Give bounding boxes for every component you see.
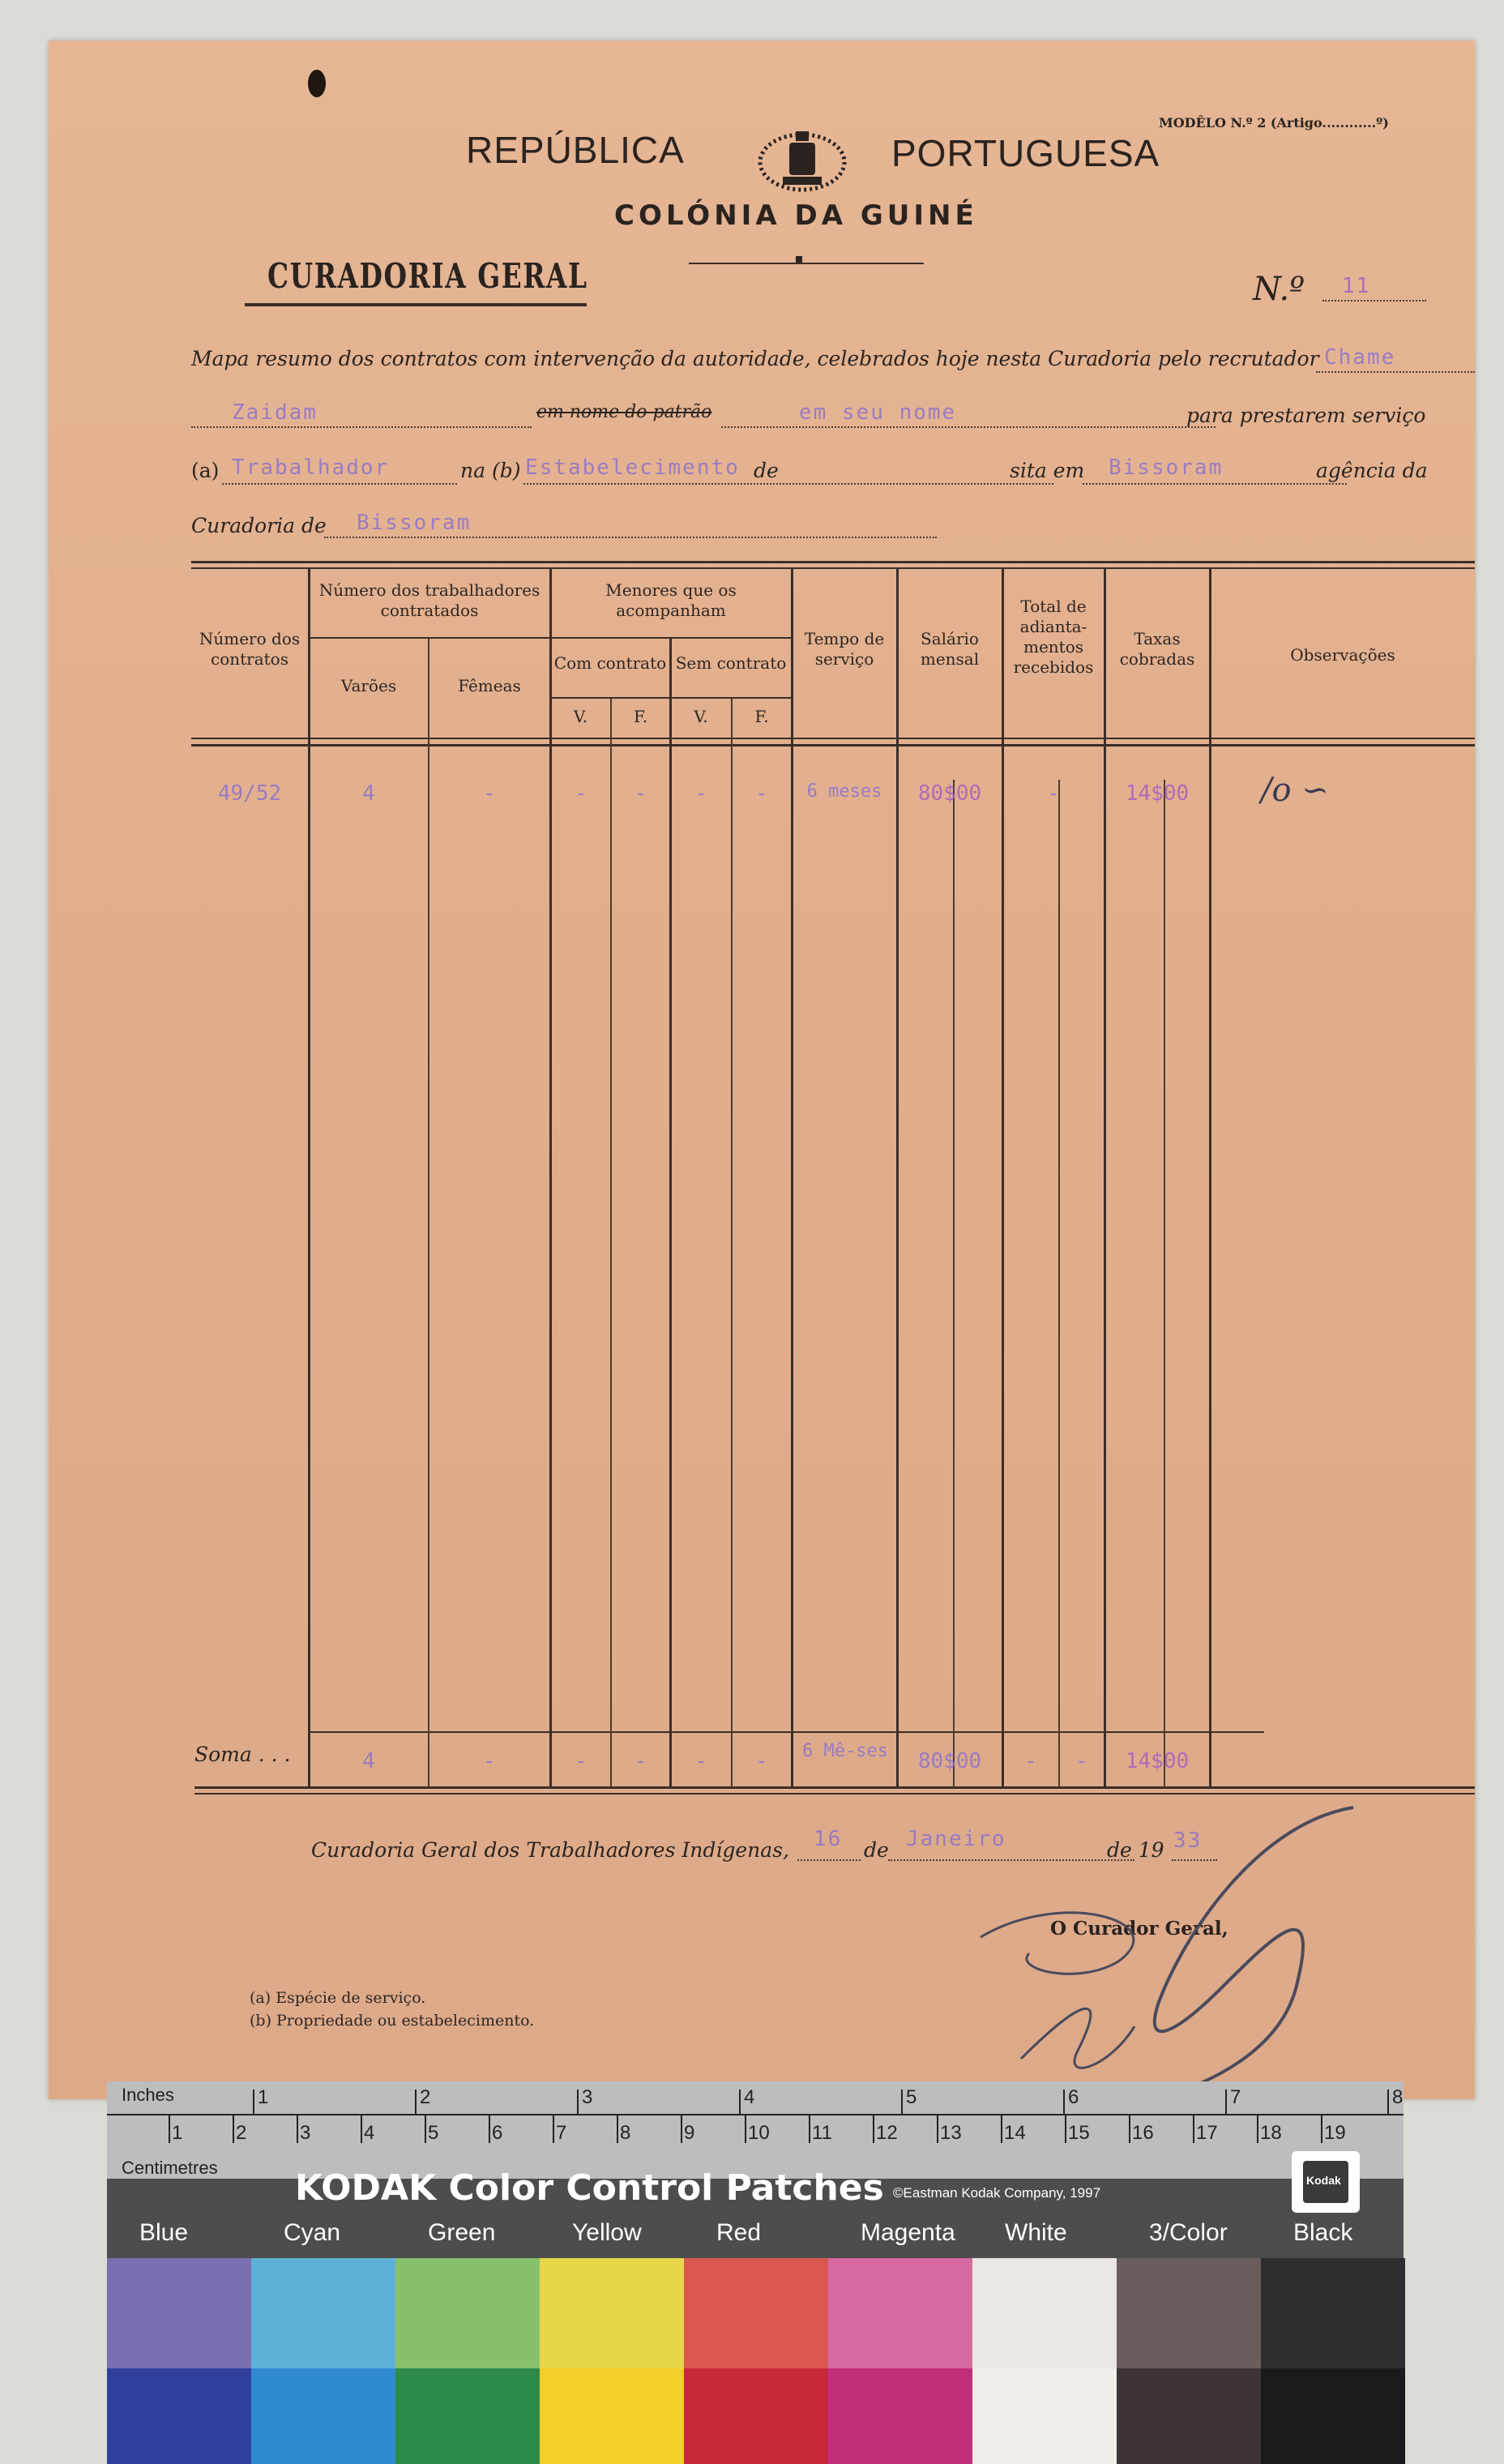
vline-8	[896, 569, 899, 1788]
patch-label-blue: Blue	[139, 2219, 189, 2246]
patch-label-green: Green	[428, 2219, 496, 2246]
soma-sem-f: -	[755, 1749, 768, 1773]
recrutador-dots	[1316, 371, 1475, 373]
th-tempo: Tempo de serviço	[804, 629, 885, 669]
cm-number: 6	[492, 2122, 503, 2144]
header-bottom-rule-2	[191, 744, 1475, 746]
sita-em-label: sita em	[1010, 459, 1085, 482]
curadoria-local: Bissoram	[357, 511, 472, 535]
punch-hole	[308, 70, 326, 97]
divider-dot	[796, 256, 802, 263]
th-femeas: Fêmeas	[458, 676, 521, 695]
inch-number: 8	[1392, 2086, 1404, 2108]
inch-tick	[1225, 2090, 1227, 2114]
cm-number: 5	[428, 2122, 439, 2144]
soma-salario: 80$00	[917, 1749, 982, 1773]
inch-tick	[1063, 2090, 1065, 2114]
agencia-label: agência da	[1316, 459, 1428, 482]
a-label: (a)	[191, 459, 220, 482]
numero-label: N.º	[1253, 271, 1305, 308]
cm-number: 12	[876, 2122, 898, 2144]
cell-sem-v: -	[694, 781, 707, 806]
note-b: (b) Propriedade ou estabelecimento.	[250, 2012, 535, 2030]
vline-5	[669, 639, 672, 1788]
recrutador-1: Chame	[1324, 345, 1396, 370]
em-nome-do-patrao: em nome do patrão	[536, 402, 712, 422]
footer-day: 16	[814, 1827, 843, 1851]
table-bottom-rule	[194, 1786, 1475, 1789]
color-patch-bottom	[684, 2368, 828, 2464]
estabelecimento-value: Estabelecimento	[525, 456, 740, 480]
recrutador-2: Zaidam	[232, 400, 318, 425]
cm-number: 10	[748, 2122, 770, 2144]
footer-year: 33	[1173, 1829, 1203, 1853]
cm-tick	[1257, 2115, 1258, 2143]
patch-label-magenta: Magenta	[861, 2219, 955, 2246]
cell-com-f: -	[634, 781, 647, 806]
inch-tick	[577, 2090, 579, 2114]
th-sem-contrato: Sem contrato	[675, 653, 787, 673]
color-patch-bottom	[251, 2368, 395, 2464]
color-patch-bottom	[972, 2368, 1117, 2464]
cell-femeas: -	[483, 781, 496, 806]
line2-dots-a	[191, 426, 532, 428]
header-republica: REPÚBLICA	[466, 129, 685, 171]
vline-9	[953, 780, 955, 1786]
colonia-title: COLÓNIA DA GUINÉ	[614, 199, 978, 232]
inch-number: 1	[258, 2086, 269, 2108]
cm-tick	[169, 2115, 170, 2143]
curadoria-de-dots	[324, 537, 937, 538]
cm-tick	[553, 2115, 554, 2143]
vline-1	[308, 569, 310, 1788]
ruler-divider	[107, 2114, 1404, 2115]
cm-number: 18	[1260, 2122, 1282, 2144]
vline-11	[1058, 780, 1060, 1786]
inch-tick	[1387, 2090, 1389, 2114]
soma-varoes: 4	[362, 1749, 375, 1773]
th-trabalhadores: Número dos trabalhadores contratados	[318, 580, 540, 620]
inch-number: 2	[420, 2086, 431, 2108]
th-com-f: F.	[633, 707, 648, 726]
numero-value: 11	[1342, 274, 1371, 298]
cm-tick	[1193, 2115, 1194, 2143]
soma-total-b: -	[1075, 1749, 1088, 1773]
cm-number: 1	[172, 2122, 183, 2144]
cell-tempo: 6 meses	[806, 781, 882, 802]
th-sem-f: F.	[754, 707, 769, 726]
servico-value: Trabalhador	[232, 456, 390, 480]
para-prestarem: para prestarem serviço	[1186, 404, 1426, 427]
cm-number: 7	[556, 2122, 567, 2144]
color-patch-bottom	[395, 2368, 540, 2464]
curador-geral-label: O Curador Geral,	[1050, 1918, 1228, 1940]
color-patch-top	[251, 2258, 395, 2368]
vline-4	[610, 699, 612, 1786]
estab-dots	[523, 483, 1053, 485]
curadoria-line: Curadoria Geral dos Trabalhadores Indígenas,	[311, 1838, 789, 1862]
cm-tick	[873, 2115, 874, 2143]
coat-of-arms-icon	[754, 123, 851, 196]
centimetres-label: Centimetres	[122, 2158, 218, 2178]
vline-13	[1164, 780, 1165, 1786]
patch-label-cyan: Cyan	[284, 2219, 341, 2246]
inch-number: 3	[582, 2086, 593, 2108]
numero-dots	[1322, 300, 1426, 302]
inch-number: 6	[1068, 2086, 1079, 2108]
th-numero: Número dos contratos	[199, 629, 301, 669]
color-patch-bottom	[107, 2368, 251, 2464]
footer-de-2: de 19	[1107, 1838, 1164, 1862]
cm-tick	[361, 2115, 362, 2143]
cm-number: 15	[1068, 2122, 1090, 2144]
inch-number: 7	[1230, 2086, 1241, 2108]
patch-label-white: White	[1005, 2219, 1067, 2246]
th-observacoes: Observações	[1290, 645, 1395, 665]
cm-tick	[1321, 2115, 1322, 2143]
cm-number: 2	[236, 2122, 247, 2144]
soma-top-rule	[308, 1731, 1264, 1733]
kodak-logo-text: Kodak	[1306, 2174, 1341, 2187]
patch-label-3color: 3/Color	[1149, 2219, 1228, 2246]
cm-number: 19	[1324, 2122, 1346, 2144]
patch-label-black: Black	[1293, 2219, 1353, 2246]
color-patch-top	[107, 2258, 251, 2368]
soma-femeas: -	[483, 1749, 496, 1773]
cell-numero: 49/52	[217, 781, 282, 806]
modelo-label: MODÊLO N.º 2 (Artigo............º)	[1159, 115, 1389, 130]
cm-number: 3	[300, 2122, 311, 2144]
th-varoes: Varões	[340, 676, 397, 695]
th-total: Total de adianta-mentos recebidos	[1013, 597, 1094, 677]
footer-de-1: de	[864, 1838, 889, 1862]
color-patch-top	[684, 2258, 828, 2368]
na-b-label: na (b)	[460, 459, 521, 482]
color-patch-top	[972, 2258, 1117, 2368]
vline-7	[791, 569, 793, 1788]
vline-12	[1104, 569, 1106, 1788]
local-dots	[1083, 483, 1347, 485]
cell-sem-f: -	[755, 781, 768, 806]
soma-com-v: -	[574, 1749, 588, 1773]
cm-number: 9	[684, 2122, 695, 2144]
patch-label-yellow: Yellow	[572, 2219, 642, 2246]
color-patch-top	[1117, 2258, 1261, 2368]
vline-2	[428, 639, 429, 1786]
kodak-logo-icon	[1292, 2151, 1360, 2213]
kodak-copyright: ©Eastman Kodak Company, 1997	[893, 2185, 1101, 2201]
cell-salario: 80$00	[917, 781, 982, 806]
soma-tempo: 6 Mê-ses	[802, 1741, 888, 1761]
document-sheet	[49, 41, 1475, 2099]
heading-underline	[245, 303, 587, 306]
table-top-rule-2	[191, 567, 1475, 569]
cell-total: -	[1047, 781, 1060, 806]
soma-total-a: -	[1024, 1749, 1037, 1773]
cm-tick	[681, 2115, 682, 2143]
inch-number: 5	[906, 2086, 917, 2108]
th-sem-v: V.	[694, 707, 708, 726]
divider	[689, 263, 924, 264]
cm-tick	[1065, 2115, 1066, 2143]
inch-tick	[253, 2090, 254, 2114]
cm-number: 11	[812, 2122, 832, 2144]
curadoria-de-label: Curadoria de	[191, 514, 327, 537]
color-patch-bottom	[540, 2368, 684, 2464]
day-dots	[797, 1859, 861, 1861]
note-a: (a) Espécie de serviço.	[250, 1989, 426, 2007]
cm-number: 14	[1004, 2122, 1026, 2144]
vline-3	[549, 569, 552, 1788]
color-patch-bottom	[828, 2368, 972, 2464]
signature-icon	[916, 1791, 1418, 2115]
header-portuguesa: PORTUGUESA	[891, 132, 1160, 174]
inch-tick	[415, 2090, 417, 2114]
cm-tick	[1129, 2115, 1130, 2143]
table-top-rule	[191, 561, 1475, 563]
de-label: de	[754, 459, 779, 482]
color-patch-top	[828, 2258, 972, 2368]
cell-observacoes: /o ∽	[1261, 772, 1329, 809]
servico-dots	[222, 483, 457, 485]
cm-tick	[809, 2115, 810, 2143]
ruler	[107, 2081, 1404, 2179]
inch-number: 4	[744, 2086, 755, 2108]
th-menores: Menores que os acompanham	[605, 580, 737, 620]
th-com-contrato: Com contrato	[553, 653, 667, 673]
soma-sem-v: -	[694, 1749, 707, 1773]
cm-number: 16	[1132, 2122, 1154, 2144]
color-patch-bottom	[1117, 2368, 1261, 2464]
vline-6	[731, 699, 733, 1786]
cm-tick	[745, 2115, 746, 2143]
th-taxas: Taxas cobradas	[1119, 629, 1195, 669]
vline-14	[1209, 569, 1211, 1788]
inch-tick	[901, 2090, 903, 2114]
vline-10	[1002, 569, 1004, 1788]
cm-tick	[617, 2115, 618, 2143]
cm-number: 17	[1196, 2122, 1218, 2144]
kodak-color-strip	[107, 2081, 1404, 2464]
local-value: Bissoram	[1109, 456, 1224, 480]
rule-trab	[310, 637, 549, 639]
intro-line-1: Mapa resumo dos contratos com intervenção da autoridade, celebrados hoje nesta Curadoria pelo recrutador	[191, 347, 1319, 370]
header-bottom-rule	[191, 738, 1475, 739]
color-patch-top	[395, 2258, 540, 2368]
cell-com-v: -	[574, 781, 588, 806]
cm-number: 4	[364, 2122, 375, 2144]
inch-tick	[739, 2090, 741, 2114]
color-patch-top	[540, 2258, 684, 2368]
th-com-v: V.	[573, 707, 588, 726]
cell-varoes: 4	[362, 781, 375, 806]
cm-tick	[489, 2115, 490, 2143]
th-salario: Salário mensal	[920, 629, 980, 669]
cell-taxas: 14$00	[1125, 781, 1190, 806]
cm-tick	[233, 2115, 234, 2143]
color-patch-bottom	[1261, 2368, 1405, 2464]
cm-tick	[937, 2115, 938, 2143]
cm-number: 8	[620, 2122, 631, 2144]
cm-tick	[425, 2115, 426, 2143]
inches-label: Inches	[122, 2085, 174, 2105]
em-seu-nome: em seu nome	[799, 400, 957, 425]
patch-label-red: Red	[716, 2219, 762, 2246]
footer-month: Janeiro	[906, 1827, 1006, 1851]
color-patch-top	[1261, 2258, 1405, 2368]
soma-label: Soma . . .	[194, 1743, 291, 1766]
kodak-title: KODAK Color Control Patches	[295, 2167, 884, 2209]
soma-taxas: 14$00	[1125, 1749, 1190, 1773]
cm-tick	[1001, 2115, 1002, 2143]
curadoria-geral-heading: CURADORIA GERAL	[267, 256, 588, 296]
soma-com-f: -	[634, 1749, 647, 1773]
cm-number: 13	[940, 2122, 962, 2144]
cm-tick	[297, 2115, 298, 2143]
line2-dots-b	[721, 426, 1216, 428]
